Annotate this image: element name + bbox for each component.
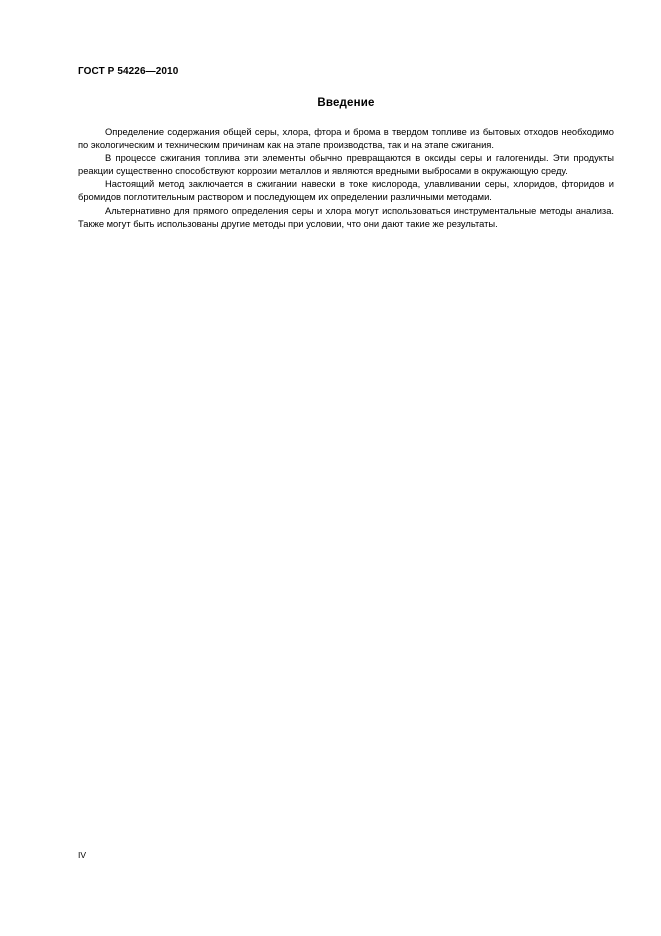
paragraph: В процессе сжигания топлива эти элементы обычно превращаются в оксиды серы и галогениды. Эти продукты реакции существенно способствуют коррозии металлов и являются вредными выбросами в окружающую среду. — [78, 153, 614, 177]
introduction-body — [78, 126, 614, 231]
section-title: Введение — [317, 97, 375, 109]
standard-designation: ГОСТ Р 54226—2010 — [78, 66, 179, 77]
paragraph: Настоящий метод заключается в сжигании навески в токе кислорода, улавливании серы, хлоридов, фторидов и бромидов поглотительным раствором и последующем их определении различными методами. — [78, 179, 614, 203]
page-number: IV — [78, 850, 87, 860]
paragraph: Альтернативно для прямого определения серы и хлора могут использоваться инструментальные методы анализа. Также могут быть использованы другие методы при условии, что они дают такие же результаты. — [78, 205, 614, 229]
paragraph: Определение содержания общей серы, хлора, фтора и брома в твердом топливе из бытовых отходов необходимо по экологическим и техническим причинам как на этапе производства, так и на этапе сжигания. — [78, 127, 614, 151]
